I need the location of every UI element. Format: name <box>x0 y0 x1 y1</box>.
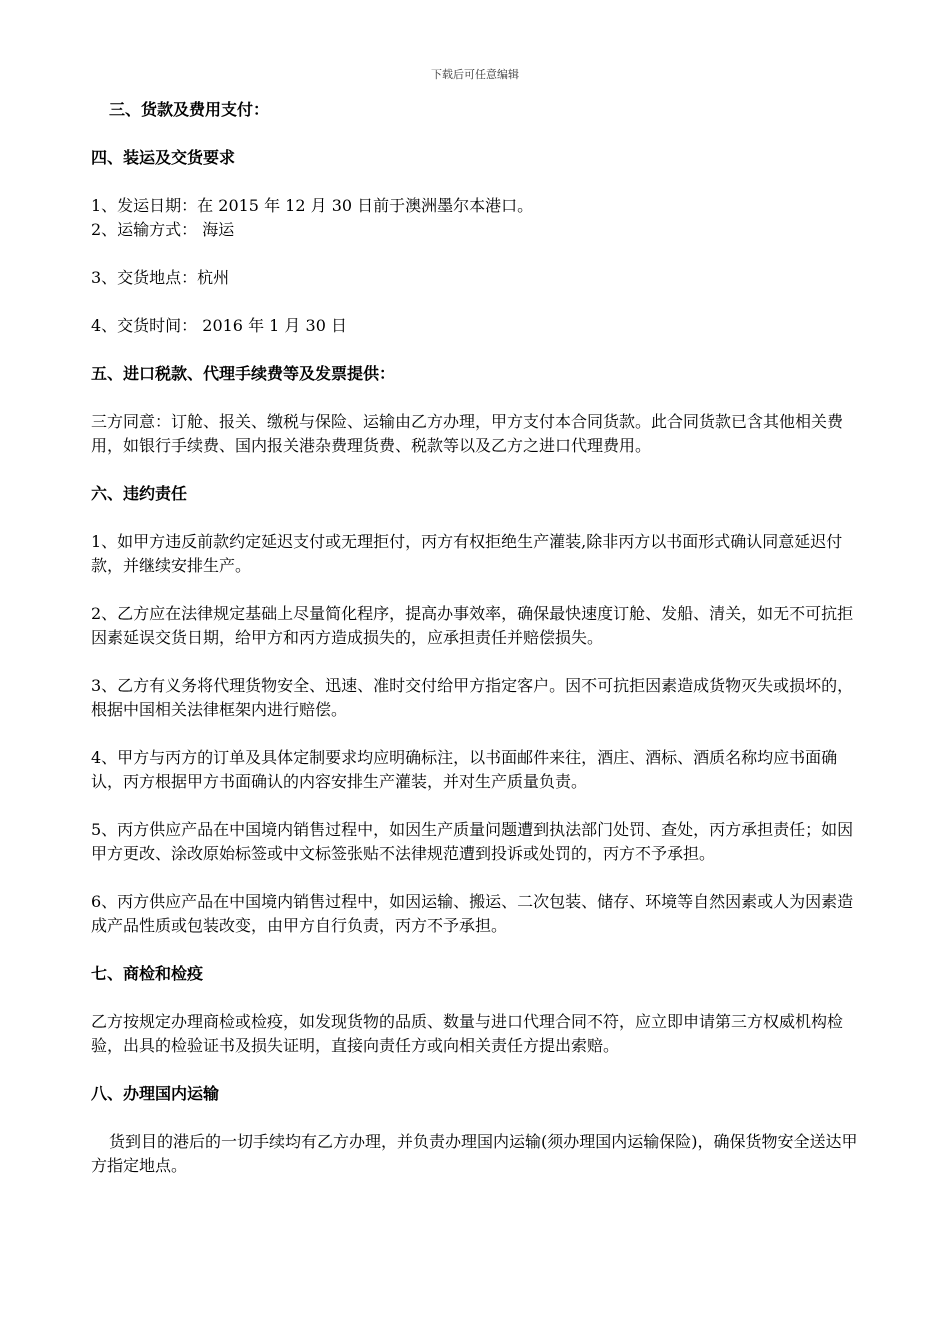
section-6-item-4: 4、甲方与丙方的订单及具体定制要求均应明确标注，以书面邮件来往，酒庄、酒标、酒质名称均应书面确认，丙方根据甲方书面确认的内容安排生产灌装，并对生产质量负责。 <box>91 748 838 791</box>
section-6-item-6: 6、丙方供应产品在中国境内销售过程中，如因运输、搬运、二次包装、储存、环境等自然因素或人为因素造成产品性质或包装改变，由甲方自行负责，丙方不予承担。 <box>91 892 854 935</box>
section-8-title: 八、办理国内运输 <box>91 1084 220 1103</box>
section-4-item-1: 1、发运日期：在 2015 年 12 月 30 日前于澳洲墨尔本港口。 <box>91 196 534 215</box>
section-7-body: 乙方按规定办理商检或检疫，如发现货物的品质、数量与进口代理合同不符，应立即申请第三方权威机构检验，出具的检验证书及损失证明，直接向责任方或向相关责任方提出索赔。 <box>91 1012 844 1055</box>
section-7-title: 七、商检和检疫 <box>91 964 204 983</box>
section-5-title: 五、进口税款、代理手续费等及发票提供： <box>91 364 396 383</box>
section-4-item-2: 2、运输方式： 海运 <box>91 220 235 239</box>
section-3-title: 三、货款及费用支付： <box>109 100 270 119</box>
document-body <box>91 98 861 1178</box>
section-6-title: 六、违约责任 <box>91 484 188 503</box>
section-5-body: 三方同意：订舱、报关、缴税与保险、运输由乙方办理，甲方支付本合同货款。此合同货款已含其他相关费用，如银行手续费、国内报关港杂费理货费、税款等以及乙方之进口代理费用。 <box>91 412 844 455</box>
section-8-body: 货到目的港后的一切手续均有乙方办理，并负责办理国内运输(须办理国内运输保险)，确保货物安全送达甲方指定地点。 <box>91 1132 858 1175</box>
header-note: 下载后可任意编辑 <box>431 68 519 81</box>
section-4-title: 四、装运及交货要求 <box>91 148 236 167</box>
section-6-item-3: 3、乙方有义务将代理货物安全、迅速、准时交付给甲方指定客户。因不可抗拒因素造成货物灭失或损坏的，根据中国相关法律框架内进行赔偿。 <box>91 676 854 719</box>
section-6-item-5: 5、丙方供应产品在中国境内销售过程中，如因生产质量问题遭到执法部门处罚、查处，丙方承担责任；如因甲方更改、涂改原始标签或中文标签张贴不法律规范遭到投诉或处罚的，丙方不予承担。 <box>91 820 854 863</box>
section-4-item-4: 4、交货时间： 2016 年 1 月 30 日 <box>91 316 347 335</box>
section-4-item-3: 3、交货地点：杭州 <box>91 268 230 287</box>
section-6-item-2: 2、乙方应在法律规定基础上尽量简化程序，提高办事效率，确保最快速度订舱、发船、清关，如无不可抗拒因素延误交货日期，给甲方和丙方造成损失的，应承担责任并赔偿损失。 <box>91 604 854 647</box>
section-6-item-1: 1、如甲方违反前款约定延迟支付或无理拒付，丙方有权拒绝生产灌装,除非丙方以书面形式确认同意延迟付款，并继续安排生产。 <box>91 532 843 575</box>
